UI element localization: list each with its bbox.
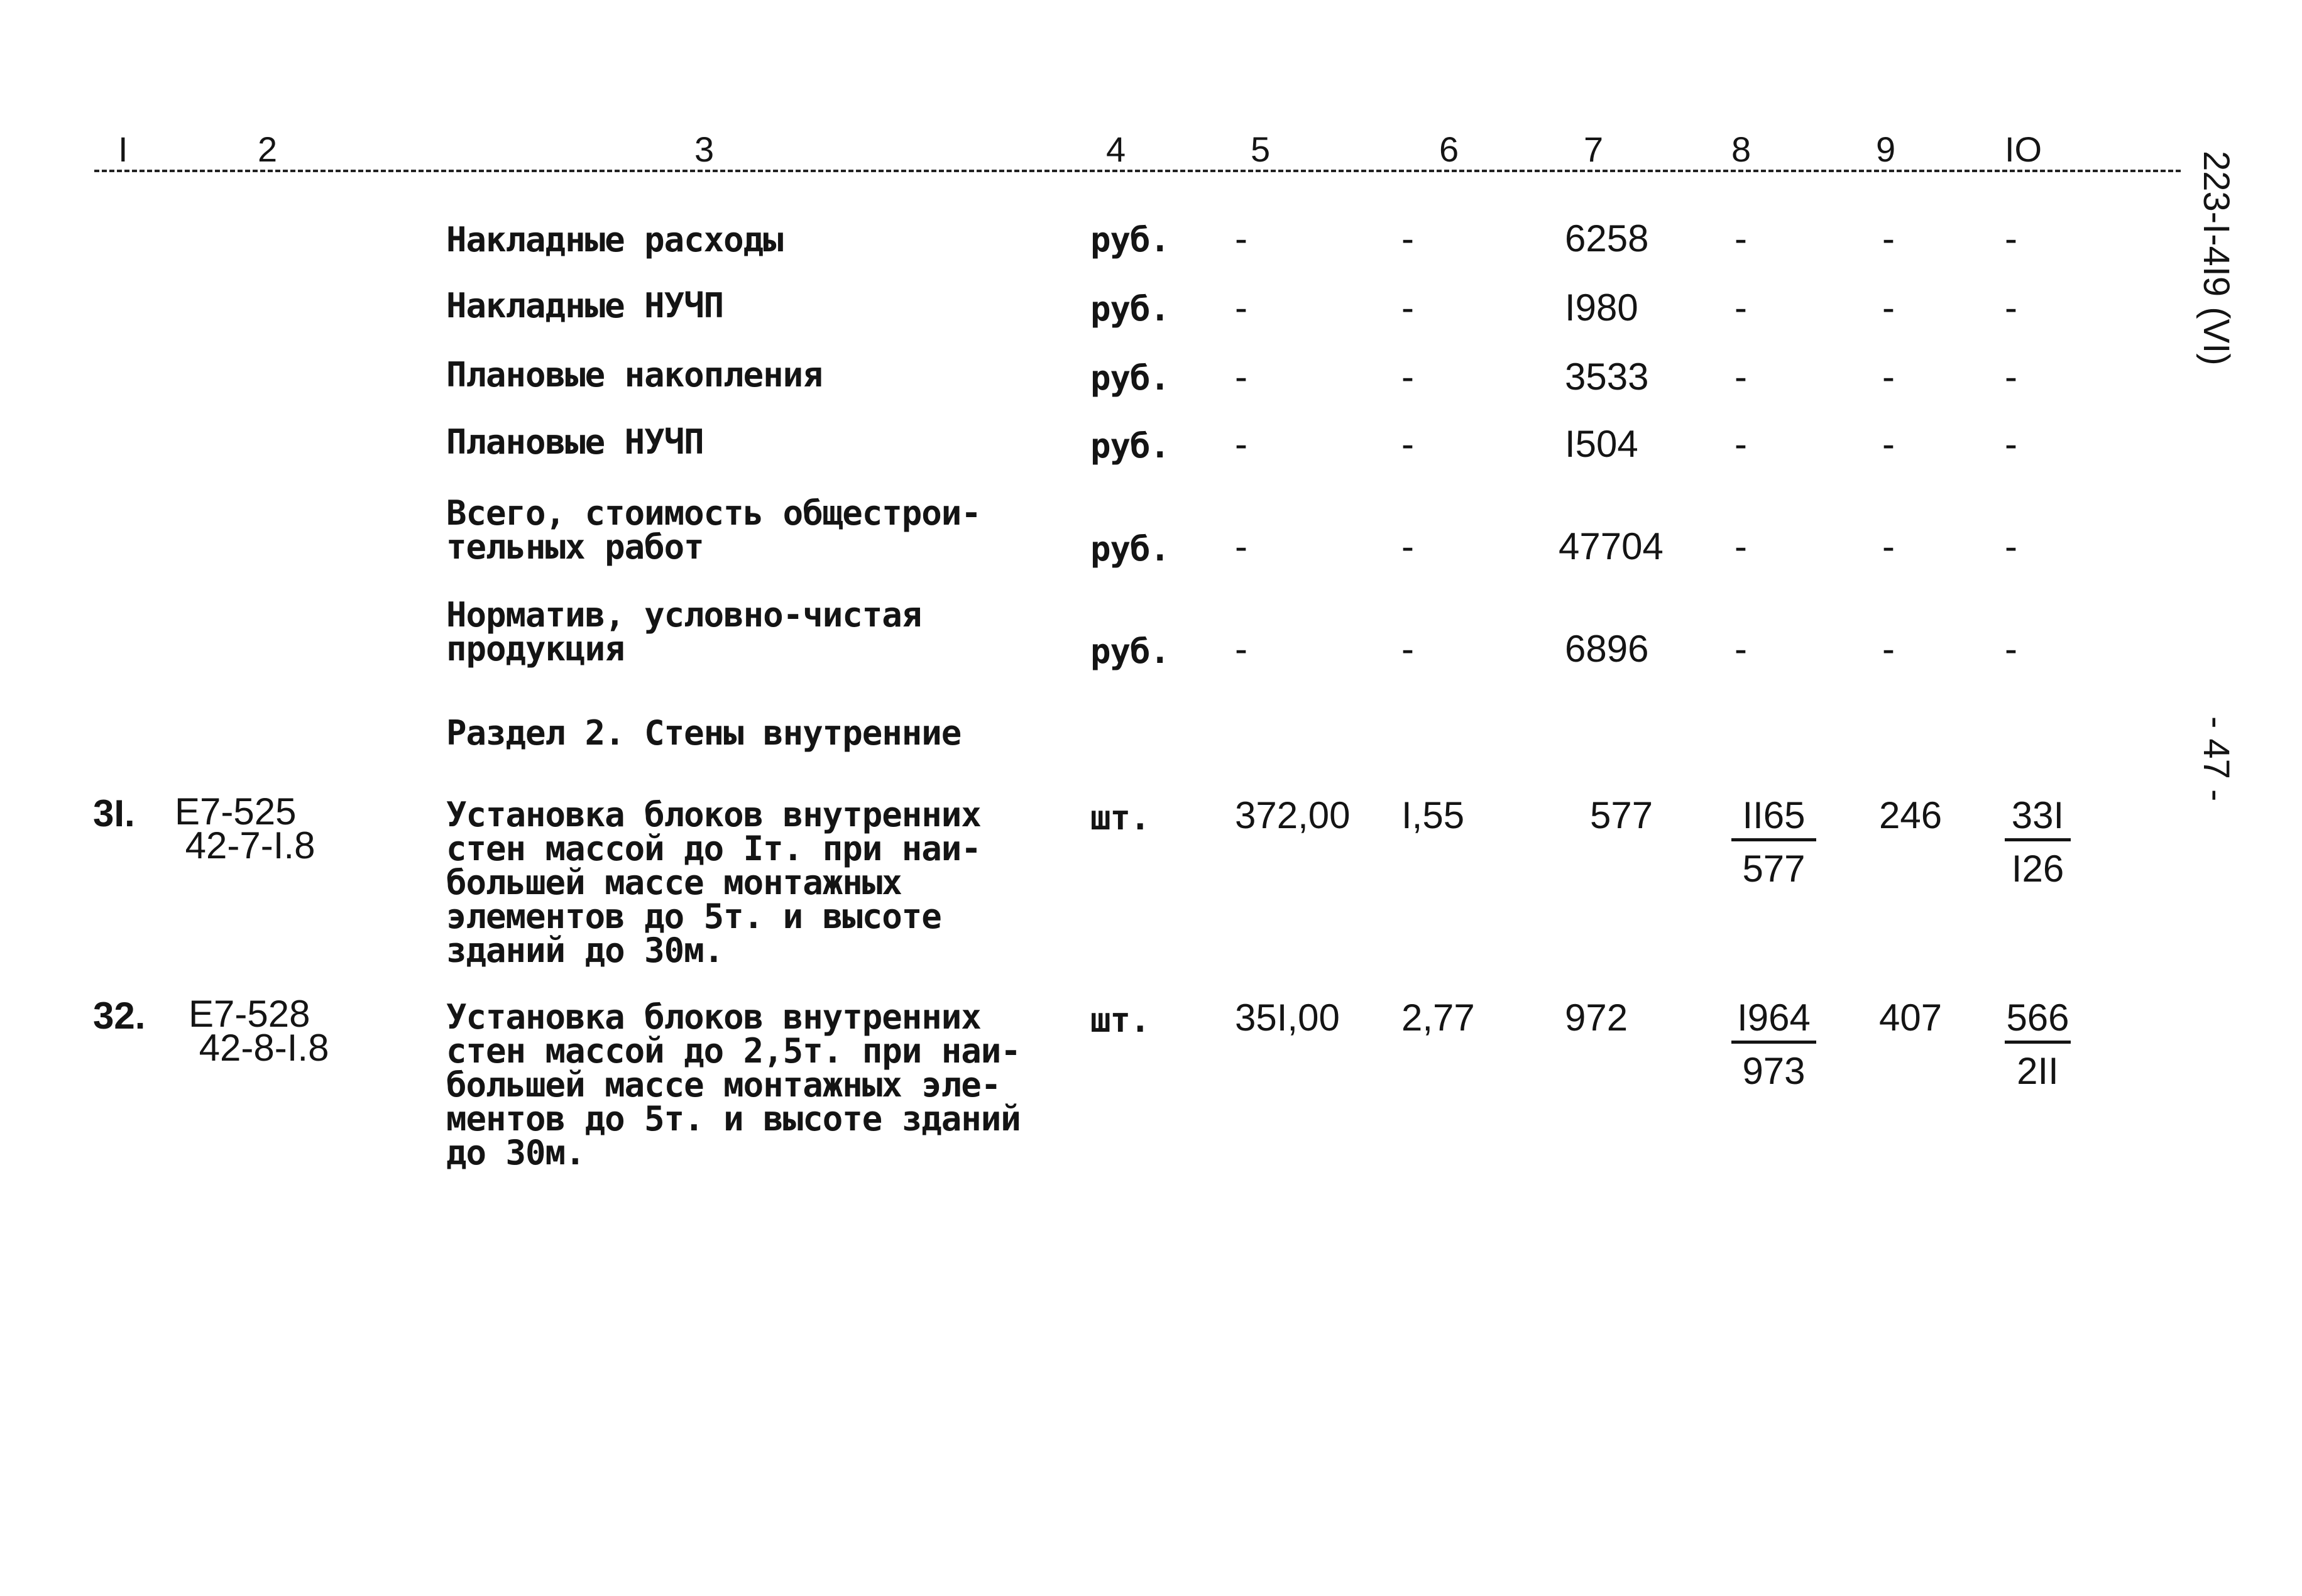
summary-row-col5: - bbox=[1235, 356, 1247, 398]
item-col9: 246 bbox=[1879, 794, 1943, 836]
summary-row-col8: - bbox=[1735, 356, 1747, 398]
item-col10-fraction bbox=[2005, 999, 2071, 1090]
summary-row-unit: руб. bbox=[1090, 426, 1170, 466]
summary-row-col5: - bbox=[1235, 287, 1247, 329]
item-description: Установка блоков внутренних стен массой до 2,5т. при наи- большей массе монтажных эле- ментов до 5т. и высоте зданий до 30м. bbox=[446, 997, 1021, 1172]
col-header-1: I bbox=[118, 129, 128, 169]
summary-row-col7: 6258 bbox=[1565, 217, 1649, 260]
item-col10-numerator: 33I bbox=[2005, 797, 2071, 841]
summary-row-name: Накладные расходы bbox=[446, 220, 783, 260]
summary-row-col7: I504 bbox=[1565, 423, 1638, 465]
item-col8-fraction bbox=[1731, 794, 1816, 890]
summary-row-name: Плановые НУЧП bbox=[446, 422, 704, 462]
col-header-7: 7 bbox=[1584, 129, 1604, 169]
summary-row-col7: 3533 bbox=[1565, 356, 1649, 398]
item-col7: 577 bbox=[1590, 794, 1653, 836]
document-code: 223-I-4I9 (VI) bbox=[2196, 151, 2237, 366]
summary-row-unit: руб. bbox=[1090, 631, 1170, 671]
col-header-10: IO bbox=[2005, 129, 2042, 169]
summary-row-col5: - bbox=[1235, 423, 1247, 465]
item-number: 3I. bbox=[93, 792, 135, 834]
item-col10-fraction bbox=[2005, 794, 2071, 890]
summary-row-col10: - bbox=[2005, 217, 2017, 260]
summary-row-col7: 47704 bbox=[1559, 525, 1663, 567]
item-code: E7-525 42-7-I.8 bbox=[175, 790, 315, 866]
item-col5: 372,00 bbox=[1235, 794, 1351, 836]
summary-row-col6: - bbox=[1401, 423, 1414, 465]
item-col8-fraction bbox=[1731, 999, 1816, 1090]
summary-row-col8: - bbox=[1735, 525, 1747, 567]
item-col10-numerator: 566 bbox=[2005, 999, 2071, 1044]
summary-row-col9: - bbox=[1882, 287, 1895, 329]
summary-row-col5: - bbox=[1235, 525, 1247, 567]
summary-row-col9: - bbox=[1882, 217, 1895, 260]
summary-row-col10: - bbox=[2005, 525, 2017, 567]
summary-row-col8: - bbox=[1735, 628, 1747, 670]
summary-row-unit: руб. bbox=[1090, 358, 1170, 398]
summary-row-col6: - bbox=[1401, 287, 1414, 329]
summary-row-col10: - bbox=[2005, 287, 2017, 329]
summary-row-col8: - bbox=[1735, 217, 1747, 260]
summary-row-name: Плановые накопления bbox=[446, 355, 823, 395]
item-col8-numerator: I964 bbox=[1731, 999, 1816, 1044]
summary-row-col8: - bbox=[1735, 287, 1747, 329]
item-col8-denominator: 577 bbox=[1742, 848, 1806, 890]
summary-row-name: Всего, стоимость общестрои- тельных работ bbox=[446, 493, 981, 567]
summary-row-col6: - bbox=[1401, 628, 1414, 670]
col-header-8: 8 bbox=[1731, 129, 1751, 169]
summary-row-col9: - bbox=[1882, 525, 1895, 567]
summary-row-unit: руб. bbox=[1090, 220, 1170, 260]
item-col5: 35I,00 bbox=[1235, 997, 1340, 1039]
item-col8-denominator: 973 bbox=[1742, 1050, 1806, 1092]
summary-row-unit: руб. bbox=[1090, 529, 1170, 569]
summary-row-col6: - bbox=[1401, 356, 1414, 398]
col-header-9: 9 bbox=[1876, 129, 1896, 169]
summary-row-col6: - bbox=[1401, 525, 1414, 567]
col-header-3: 3 bbox=[694, 129, 715, 169]
item-col10-denominator: 2II bbox=[2017, 1050, 2059, 1092]
summary-row-col10: - bbox=[2005, 356, 2017, 398]
summary-row-col8: - bbox=[1735, 423, 1747, 465]
summary-row-name: Накладные НУЧП bbox=[446, 286, 724, 325]
summary-row-col5: - bbox=[1235, 217, 1247, 260]
item-unit: шт. bbox=[1090, 798, 1150, 838]
header-rule bbox=[94, 170, 2181, 172]
col-header-5: 5 bbox=[1251, 129, 1271, 169]
item-col9: 407 bbox=[1879, 997, 1943, 1039]
item-col8-numerator: II65 bbox=[1731, 797, 1816, 841]
summary-row-col7: 6896 bbox=[1565, 628, 1649, 670]
summary-row-col5: - bbox=[1235, 628, 1247, 670]
summary-row-col7: I980 bbox=[1565, 287, 1638, 329]
summary-row-name: Норматив, условно-чистая продукция bbox=[446, 595, 922, 669]
col-header-4: 4 bbox=[1106, 129, 1126, 169]
summary-row-col6: - bbox=[1401, 217, 1414, 260]
item-number: 32. bbox=[93, 995, 146, 1037]
item-col6: 2,77 bbox=[1401, 997, 1475, 1039]
summary-row-col10: - bbox=[2005, 423, 2017, 465]
section-title: Раздел 2. Стены внутренние bbox=[446, 713, 962, 753]
item-col6: I,55 bbox=[1401, 794, 1465, 836]
item-description: Установка блоков внутренних стен массой до Iт. при наи- большей массе монтажных элементов до 5т. и высоте зданий до 30м. bbox=[446, 795, 981, 970]
summary-row-unit: руб. bbox=[1090, 289, 1170, 329]
summary-row-col9: - bbox=[1882, 423, 1895, 465]
col-header-2: 2 bbox=[258, 129, 278, 169]
summary-row-col9: - bbox=[1882, 628, 1895, 670]
col-header-6: 6 bbox=[1439, 129, 1459, 169]
item-col10-denominator: I26 bbox=[2011, 848, 2064, 890]
summary-row-col10: - bbox=[2005, 628, 2017, 670]
summary-row-col9: - bbox=[1882, 356, 1895, 398]
item-unit: шт. bbox=[1090, 1000, 1150, 1040]
page-number: - 47 - bbox=[2196, 716, 2237, 802]
item-code: E7-528 42-8-I.8 bbox=[189, 993, 329, 1069]
item-col7: 972 bbox=[1565, 997, 1628, 1039]
